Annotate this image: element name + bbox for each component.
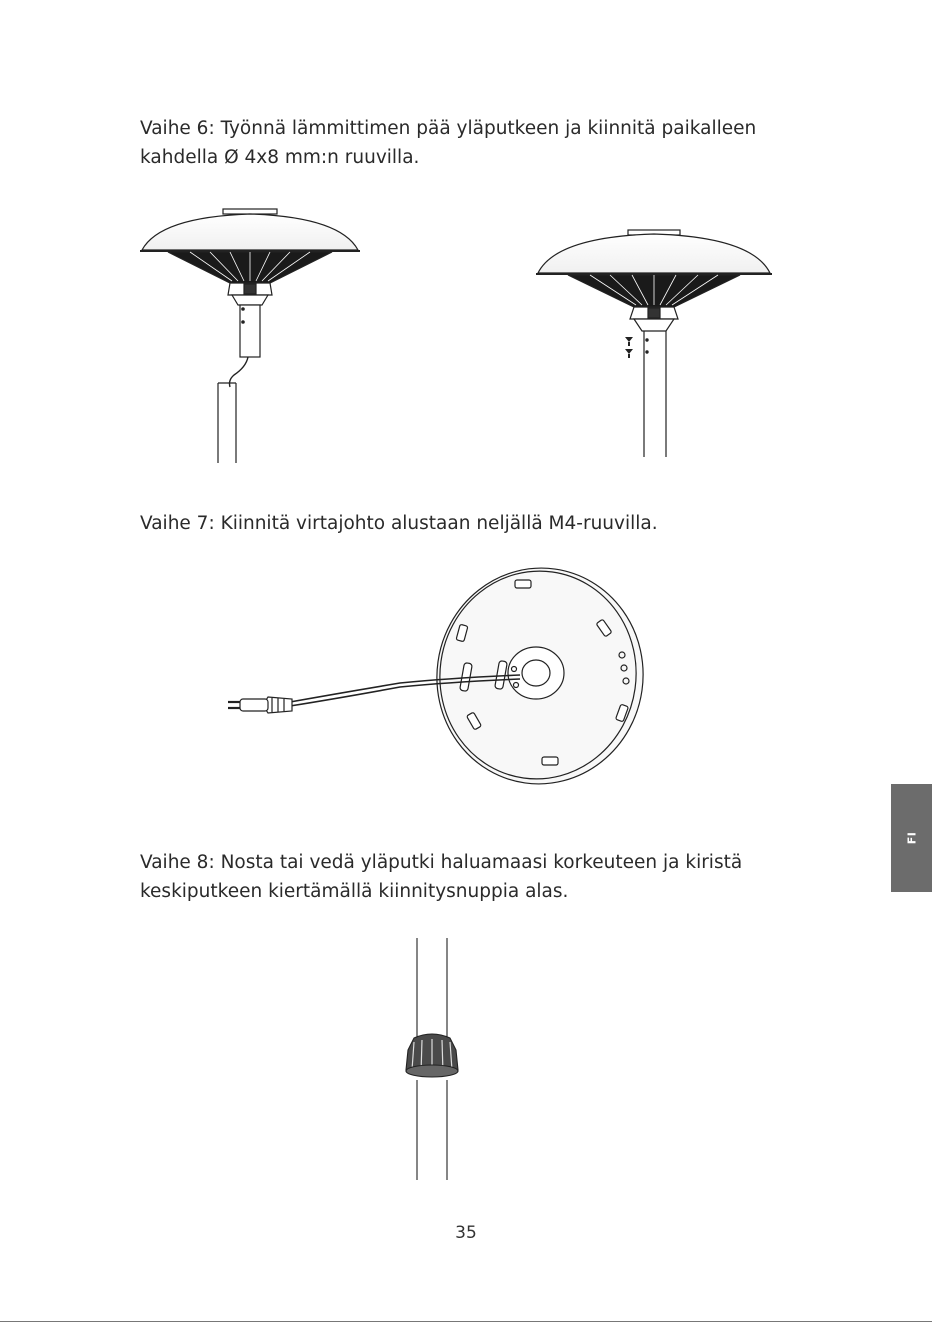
step-8-instruction <box>140 848 780 906</box>
locking-knob-icon <box>406 1034 458 1077</box>
step-6-illustration <box>120 195 820 470</box>
language-tab-label: FI <box>905 831 918 845</box>
step-8-line-2: keskiputkeen kiertämällä kiinnitysnuppia alas. <box>140 881 569 902</box>
heater-head-left <box>140 209 360 463</box>
step-7-illustration <box>220 565 660 790</box>
step-6-line-1: Vaihe 6: Työnnä lämmittimen pää yläputkeen ja kiinnitä paikalleen <box>140 118 757 139</box>
step-8-illustration <box>370 930 500 1185</box>
language-tab <box>891 784 932 892</box>
step-7-line-1: Vaihe 7: Kiinnitä virtajohto alustaan neljällä M4-ruuvilla. <box>140 513 658 534</box>
heater-head-right <box>536 230 772 457</box>
step-8-line-1: Vaihe 8: Nosta tai vedä yläputki haluamaasi korkeuteen ja kiristä <box>140 852 743 873</box>
step-6-instruction <box>140 114 780 172</box>
step-6-line-2: kahdella Ø 4x8 mm:n ruuvilla. <box>140 147 420 168</box>
bottom-divider <box>0 1321 932 1322</box>
power-plug-icon <box>228 697 292 713</box>
screw-icon <box>625 337 633 358</box>
step-7-instruction <box>140 509 780 538</box>
page-number: 35 <box>455 1223 477 1243</box>
